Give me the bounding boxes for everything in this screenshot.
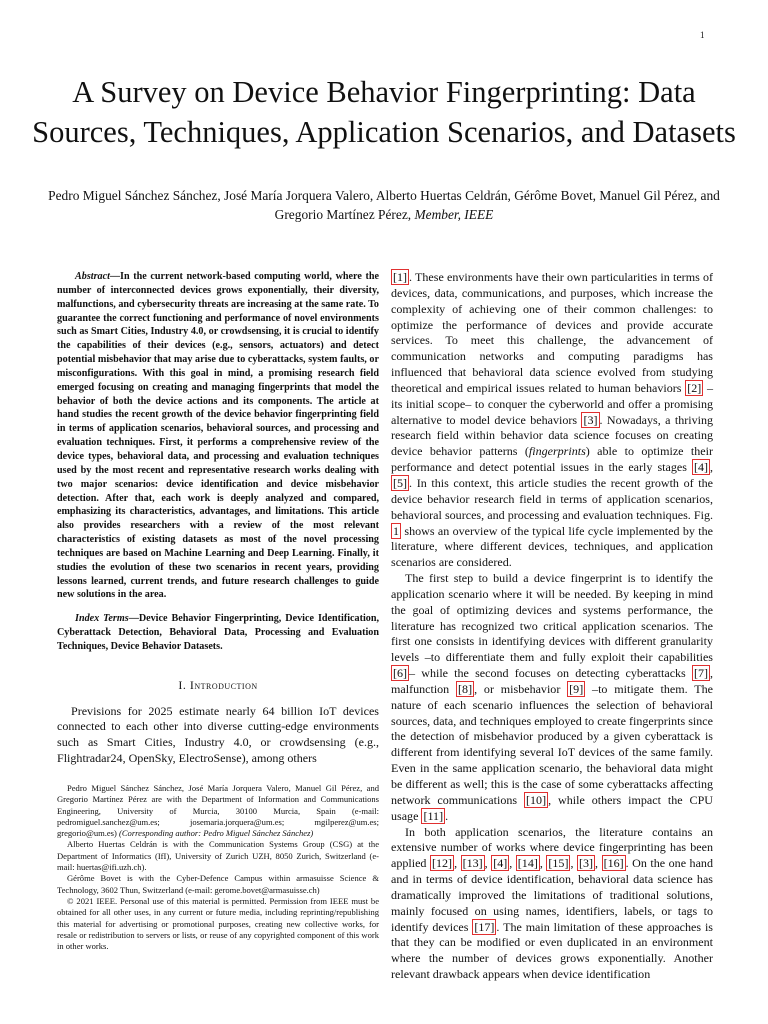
- paragraph-text: .: [445, 808, 449, 823]
- paragraph-text: ,: [709, 460, 713, 475]
- paragraph-text: – while the second focuses on detecting cyberattacks: [409, 666, 692, 681]
- author-names: Pedro Miguel Sánchez Sánchez, José María Jorquera Valero, Alberto Huertas Celdrán, Gérôme Bovet, Manuel Gil Pérez, and Gregorio Martínez Pérez,: [48, 188, 720, 222]
- author-list: [30, 186, 738, 224]
- paragraph-text: ,: [484, 856, 492, 871]
- paragraph-text: , malfunction: [391, 666, 713, 696]
- footnote-affiliation-armasuisse: Gérôme Bovet is with the Cyber-Defence Campus within armasuisse Science & Technology, 3602 Thun, Switzerland (e-mail: gerome.bovet@armasuisse.ch): [57, 873, 379, 895]
- citation-link[interactable]: [12]: [431, 856, 453, 871]
- section-title: Introduction: [189, 677, 258, 692]
- citation-link[interactable]: [6]: [393, 666, 408, 681]
- section-heading: [57, 678, 379, 694]
- citation-link[interactable]: [14]: [517, 856, 538, 871]
- paragraph-text: ,: [595, 856, 602, 871]
- paragraph-text: . On the one hand and in terms of device identification, behavioral data science has dramatically improved the limitations of traditional solutions, mainly focused on using names, identifiers, labels, or tags to identify devices: [391, 856, 713, 934]
- citation-link[interactable]: [3]: [579, 856, 594, 871]
- paragraph-text: ,: [539, 856, 547, 871]
- citation-link[interactable]: [17]: [474, 919, 495, 934]
- paragraph-text: . The main limitation of these approaches is that they can be modified or even duplicated in an environment where the number of devices grows exponentially. Another relevant drawback appears when device identification: [391, 919, 713, 982]
- footnote-affiliation-zurich: Alberto Huertas Celdrán is with the Communication Systems Group (CSG) at the Department of Informatics (IfI), University of Zurich UZH, 8050 Zurich, Switzerland (e-mail: huertas@ifi.uzh.ch).: [57, 839, 379, 873]
- citation-link[interactable]: [3]: [583, 412, 598, 427]
- paragraph-text: ,: [454, 856, 461, 871]
- citation-link[interactable]: [1]: [393, 270, 408, 284]
- citation-link[interactable]: [15]: [548, 856, 569, 871]
- paragraph-text: The first step to build a device fingerprint is to identify the application scenario where it will be needed. By keeping in mind the goal of optimizing devices and systems performance, the literature has recognized two critical application scenarios. The first one consists in identifying devices with different granularity levels –to differentiate them and fully exploit their capabilities: [391, 571, 713, 665]
- citation-link[interactable]: [10]: [526, 792, 547, 807]
- intro-paragraph: Previsions for 2025 estimate nearly 64 billion IoT devices connected to each other into diverse cutting-edge environments such as Smart Cities, Industry 4.0, or crowdsensing (e.g., Flightradar24, OpenSky, ElectroSense), among others: [57, 703, 379, 766]
- abstract-label: Abstract: [75, 271, 110, 282]
- footnote-affiliation-murcia: [57, 783, 379, 839]
- paragraph-text: . In this context, this article studies the recent growth of the device behavior research field in terms of application scenarios, behavioral sources, and processing and evaluation techniques. Fig.: [391, 475, 713, 522]
- citation-link[interactable]: [9]: [569, 681, 584, 696]
- citation-link[interactable]: [13]: [462, 856, 483, 871]
- footnote-copyright: © 2021 IEEE. Personal use of this material is permitted. Permission from IEEE must be obtained for all other uses, in any current or future media, including reprinting/republishing this material for advertising or promotional purposes, creating new collective works, for resale or redistribution to servers or lists, or reuse of any copyrighted component of this work in other works.: [57, 895, 379, 952]
- paragraph-text: –to mitigate them. The nature of each scenario influences the selection of behavioral sources, data, and techniques employed to create fingerprints since the detection of misbehavior produced by a given cyberattack is different from identifying several IoT devices of the same family. Even in the same application scenario, the behavioral data might be different as well; this is the case of some cyberattacks affecting network communications: [391, 681, 713, 807]
- literature-paragraph: [391, 825, 713, 983]
- paragraph-text: , or misbehavior: [474, 681, 568, 696]
- abstract-text: —In the current network-based computing world, where the number of interconnected devices grows exponentially, their diversity, malfunctions, and cybersecurity threats are increasing at the same rate. To guarantee the correct functioning and performance of novel environments such as Smart Cities, Industry 4.0, or crowdsensing, it is crucial to identify the capabilities of their devices (e.g., sensors, actuators) and detect potential misbehavior that may arise due to cyberattacks, system faults, or misconfigurations. With this goal in mind, a promising research field emerged focusing on creating and managing fingerprints that model the behavior of both the device actions and its components. The article at hand studies the recent growth of the device behavior fingerprinting field in terms of application scenarios, behavioral sources, and processing and evaluation techniques. First, it performs a comprehensive review of the device types, behavioral data, and processing and evaluation techniques used by the most recent and representative research works dealing with two major scenarios: device identification and device misbehavior detection. After that, each work is deeply analyzed and compared, emphasizing its characteristics, advantages, and limitations. This article also provides researchers with a review of the most relevant characteristics of existing datasets as most of the novel processing techniques are based on Machine Learning and Deep Learning. Finally, it studies the evolution of these two scenarios in recent years, providing lessons learned, current trends, and future research challenges to guide new solutions in the area.: [57, 271, 379, 601]
- footnote-corresponding: (Corresponding author: Pedro Miguel Sánchez Sánchez): [119, 828, 314, 839]
- author-membership: Member, IEEE: [414, 207, 494, 222]
- paragraph-text: ,: [570, 856, 577, 871]
- paragraph-text: . Nowadays, a thriving research field within behavior data science focuses on creating device behavior patterns (: [391, 412, 713, 459]
- section-number: I.: [178, 677, 187, 692]
- citation-link[interactable]: [16]: [603, 856, 624, 871]
- citation-link[interactable]: [4]: [493, 856, 508, 871]
- right-column: [391, 270, 713, 983]
- citation-link[interactable]: [4]: [693, 460, 708, 475]
- scenario-paragraph: [391, 571, 713, 825]
- paragraph-text: , while others impact the CPU usage: [391, 792, 713, 823]
- left-column: [57, 270, 379, 952]
- intro-paragraph-continued: [391, 270, 713, 571]
- paragraph-text: –its initial scope– to conquer the cyberworld and offer a promising alternative to model device behaviors: [391, 380, 713, 427]
- page-number: 1: [700, 30, 705, 40]
- paragraph-text: In both application scenarios, the literature contains an extensive number of works where device fingerprinting has been applied: [391, 824, 713, 871]
- figure-link[interactable]: 1: [393, 523, 400, 538]
- citation-link[interactable]: [8]: [458, 681, 473, 696]
- index-terms: [57, 612, 379, 654]
- paragraph-text: ) able to optimize their performance and detect potential issues in the early stages: [391, 444, 713, 475]
- citation-link[interactable]: [11]: [423, 808, 444, 823]
- paragraph-text: . These environments have their own particularities in terms of devices, data, communications, and purposes, which increase the complexity of achieving one of their common challenges: to optimize the performance of devices and provide accurate services. To meet this challenge, the advancement of communication networks and computing paradigms has influenced that behavioral data science evolved from studying theoretical and empirical issues related to human behaviors: [391, 270, 713, 395]
- paragraph-text: ,: [509, 856, 516, 871]
- citation-link[interactable]: [5]: [393, 475, 408, 490]
- emphasis-text: fingerprints: [528, 444, 586, 459]
- abstract: [57, 270, 379, 602]
- footnote-text: Pedro Miguel Sánchez Sánchez, José María Jorquera Valero, Manuel Gil Pérez, and Gregorio Martínez Pérez are with the Department of Information and Communications Engineering, University of Murcia, 30100 Murcia, Spain (e-mail: pedromiguel.sanchez@um.es; josemaria.jorquera@um.es; mgilperez@um.es; gregorio@um.es): [57, 783, 379, 839]
- citation-link[interactable]: [7]: [693, 666, 708, 681]
- citation-link[interactable]: [2]: [687, 380, 702, 395]
- index-terms-text: —Device Behavior Fingerprinting, Device Identification, Cyberattack Detection, Behavioral Data, Processing and Evaluation Techniques, Device Behavior Datasets.: [57, 613, 379, 652]
- paper-title: A Survey on Device Behavior Fingerprinting: Data Sources, Techniques, Application Scenarios, and Datasets: [32, 75, 736, 149]
- index-terms-label: Index Terms: [75, 613, 129, 625]
- paragraph-text: shows an overview of the typical life cycle implemented by the literature, where different devices, techniques, and application scenarios are considered.: [391, 523, 713, 570]
